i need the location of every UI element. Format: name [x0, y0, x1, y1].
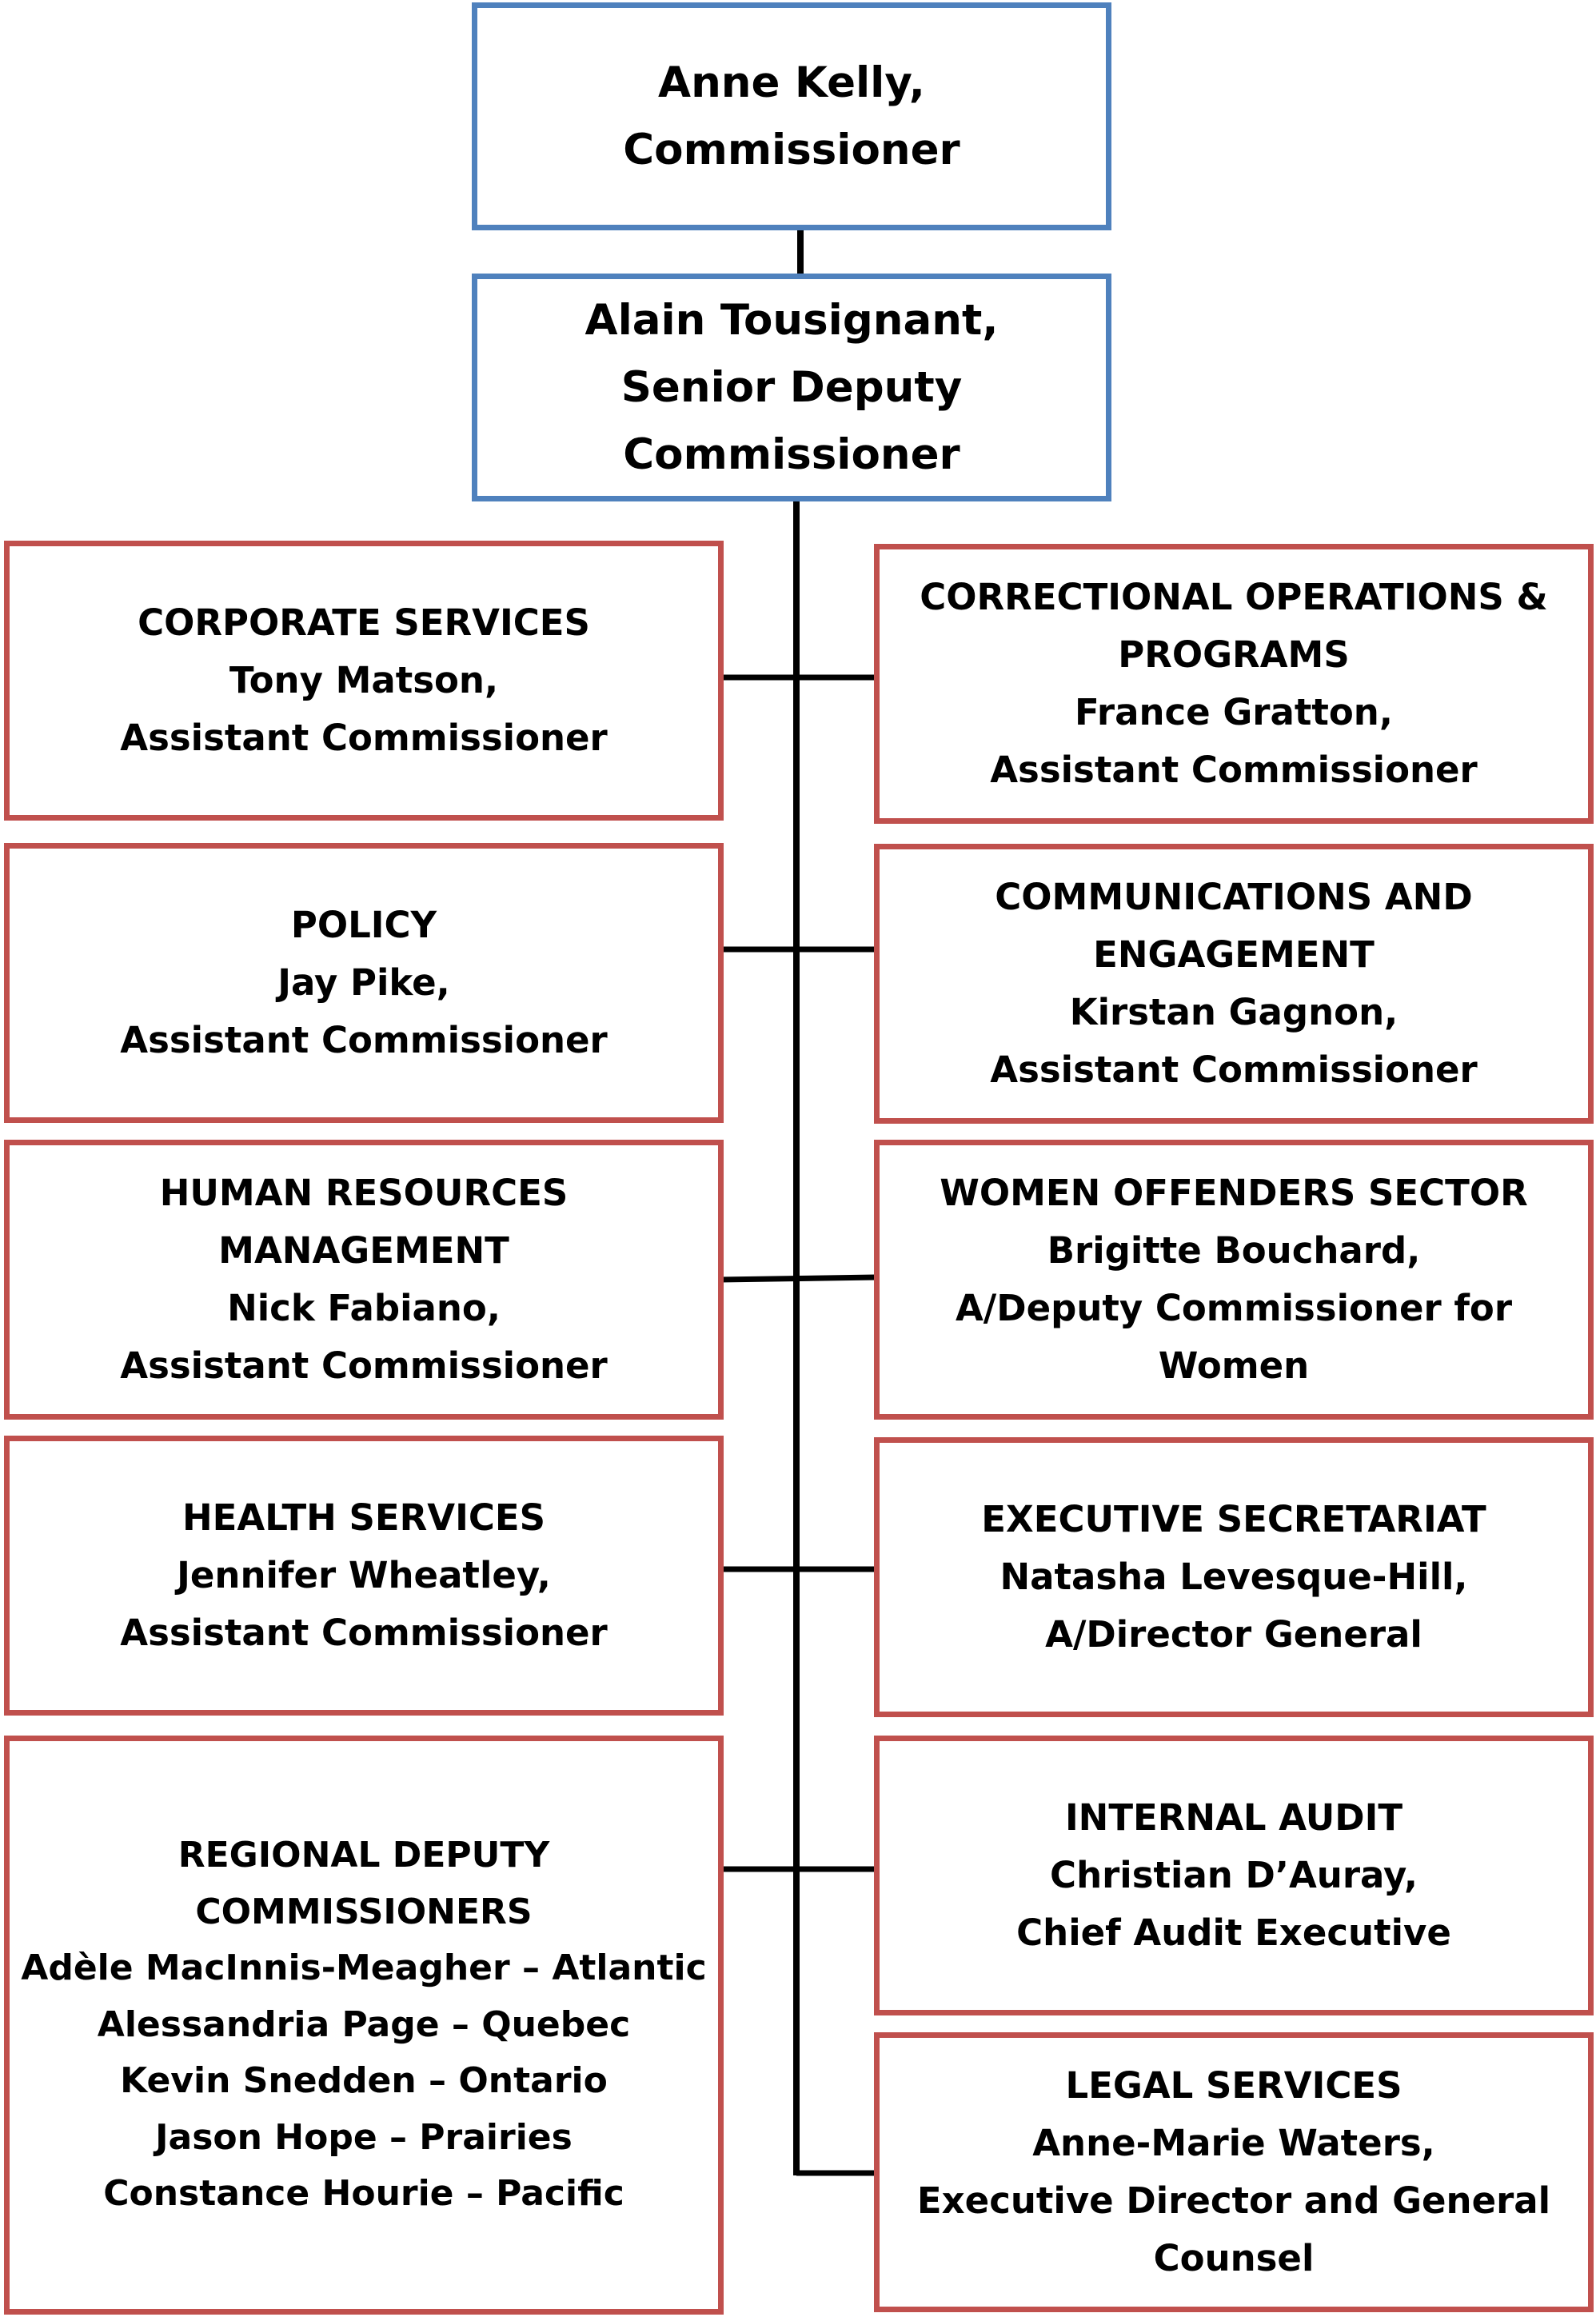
box-text-line: HEALTH SERVICES [182, 1496, 546, 1539]
policy-box [4, 843, 724, 1123]
executive-secretariat-text [981, 1491, 1486, 1664]
box-text-line: Kirstan Gagnon, [1069, 991, 1398, 1033]
box-text-line: HUMAN RESOURCES [159, 1172, 569, 1214]
regional-deputy-commissioners-text [21, 1828, 706, 2223]
box-text-line: Executive Director and General [916, 2179, 1551, 2222]
box-text-line: France Gratton, [1075, 691, 1393, 733]
corporate-services-box [4, 541, 724, 821]
box-text-line: Alain Tousignant, [585, 295, 999, 345]
box-text-line: EXECUTIVE SECRETARIAT [981, 1498, 1486, 1540]
correctional-operations-programs-box [874, 544, 1594, 824]
health-services-box [4, 1436, 724, 1716]
box-text-line: Jay Pike, [277, 961, 450, 1004]
communications-engagement-box [874, 844, 1594, 1124]
box-text-line: Tony Matson, [229, 659, 499, 701]
box-text-line: Assistant Commissioner [120, 1344, 608, 1387]
box-text-line: REGIONAL DEPUTY [178, 1835, 550, 1876]
human-resources-management-box [4, 1140, 724, 1420]
box-text-line: POLICY [290, 904, 437, 946]
box-text-line: MANAGEMENT [218, 1229, 509, 1272]
box-text-line: Assistant Commissioner [990, 1049, 1478, 1091]
senior-deputy-commissioner-text [585, 287, 999, 489]
box-text-line: Assistant Commissioner [120, 717, 608, 759]
box-text-line: LEGAL SERVICES [1065, 2064, 1402, 2107]
commissioner-text [623, 50, 960, 184]
legal-services-text [917, 2057, 1550, 2287]
box-text-line: CORRECTIONAL OPERATIONS & [920, 576, 1548, 618]
box-text-line: Nick Fabiano, [227, 1287, 501, 1329]
corporate-services-text [120, 594, 608, 767]
box-text-line: INTERNAL AUDIT [1064, 1796, 1403, 1839]
health-services-text [120, 1489, 608, 1662]
box-text-line: Senior Deputy [620, 362, 963, 412]
box-text-line: Women [1158, 1344, 1310, 1387]
women-offenders-sector-box [874, 1140, 1594, 1420]
box-text-line: Brigitte Bouchard, [1047, 1229, 1421, 1272]
box-text-line: Assistant Commissioner [120, 1612, 608, 1654]
box-text-line: ENGAGEMENT [1093, 933, 1375, 976]
correctional-operations-programs-text [920, 569, 1548, 799]
box-text-line: Anne-Marie Waters, [1032, 2122, 1435, 2164]
box-text-line: A/Director General [1045, 1613, 1422, 1656]
box-text-line: WOMEN OFFENDERS SECTOR [940, 1172, 1528, 1214]
box-text-line: Commissioner [623, 125, 960, 174]
policy-text [120, 897, 608, 1069]
box-text-line: COMMISSIONERS [195, 1891, 533, 1932]
box-text-line: Kevin Snedden – Ontario [120, 2060, 608, 2102]
box-text-line: Adèle MacInnis-Meagher – Atlantic [21, 1947, 707, 1989]
box-text-line: Chief Audit Executive [1016, 1912, 1451, 1954]
box-text-line: COMMUNICATIONS AND [995, 876, 1473, 918]
box-text-line: Jason Hope – Prairies [155, 2116, 573, 2158]
box-text-line: Counsel [1153, 2237, 1315, 2279]
legal-services-box [874, 2032, 1594, 2312]
box-text-line: Christian D’Auray, [1050, 1854, 1418, 1896]
box-text-line: Natasha Levesque-Hill, [999, 1556, 1468, 1598]
box-text-line: PROGRAMS [1118, 633, 1350, 676]
executive-secretariat-box [874, 1437, 1594, 1717]
women-offenders-sector-text [940, 1164, 1527, 1395]
senior-deputy-commissioner-box [472, 274, 1111, 501]
box-text-line: A/Deputy Commissioner for [955, 1287, 1513, 1329]
box-text-line: Assistant Commissioner [990, 749, 1478, 791]
box-text-line: Anne Kelly, [658, 58, 925, 107]
communications-engagement-text [990, 869, 1478, 1099]
internal-audit-text [1016, 1789, 1451, 1962]
box-text-line: Assistant Commissioner [120, 1019, 608, 1061]
human-resources-management-text [120, 1164, 608, 1395]
internal-audit-box [874, 1736, 1594, 2015]
regional-deputy-commissioners-box [4, 1736, 724, 2315]
box-text-line: Constance Hourie – Pacific [103, 2173, 624, 2215]
branch-connector [720, 1277, 876, 1280]
box-text-line: Alessandria Page – Quebec [97, 2003, 631, 2045]
commissioner-box [472, 2, 1111, 230]
box-text-line: Commissioner [623, 429, 960, 479]
box-text-line: CORPORATE SERVICES [138, 601, 590, 644]
box-text-line: Jennifer Wheatley, [177, 1554, 551, 1596]
